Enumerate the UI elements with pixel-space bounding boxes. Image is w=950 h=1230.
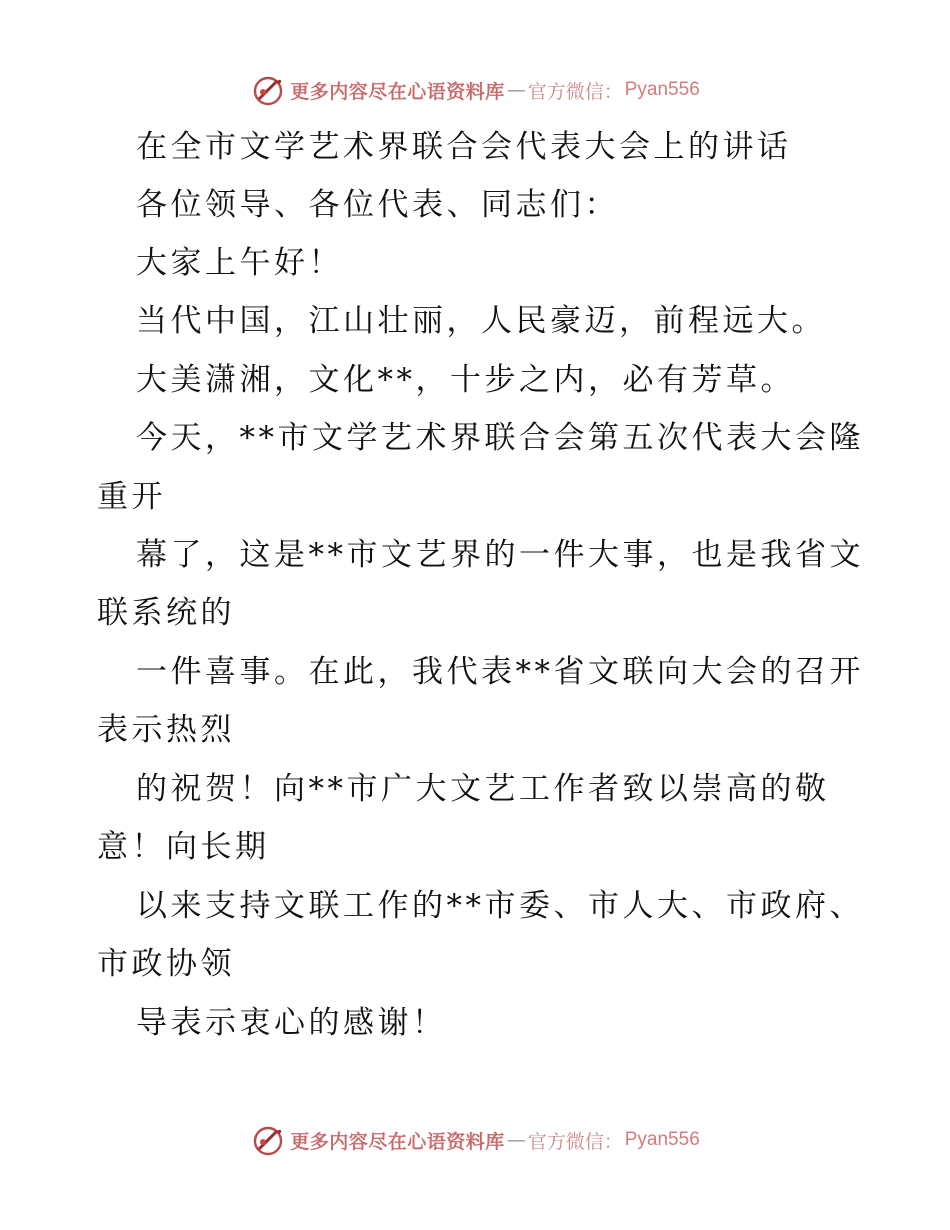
paragraph-line: 幕了，这是**市文艺界的一件大事，也是我省文 [136,537,864,573]
paragraph-line: 市政协领 [97,946,235,982]
paragraph-line: 导表示衷心的感谢！ [136,1005,447,1041]
salutation: 各位领导、各位代表、同志们： [136,187,619,223]
watermark-text: 更多内容尽在心语资料库 [290,1130,505,1153]
watermark-separator: — [506,79,526,101]
watermark-official-label: 官方微信： [527,1130,623,1153]
paragraph-line: 联系统的 [97,595,235,631]
watermark-text: 更多内容尽在心语资料库 [290,80,505,103]
paragraph-line: 意！向长期 [97,829,270,865]
watermark-handle: Pyan556 [624,1129,700,1150]
document-title: 在全市文学艺术界联合会代表大会上的讲话 [136,129,792,165]
greeting: 大家上午好！ [136,245,343,281]
paragraph-line: 今天，**市文学艺术界联合会第五次代表大会隆 [136,420,864,456]
watermark-official-label: 官方微信： [527,80,623,103]
paragraph-line: 当代中国，江山壮丽，人民豪迈，前程远大。 [136,303,826,339]
watermark-separator: — [506,1129,526,1151]
paragraph-line: 表示热烈 [97,712,235,748]
quill-pen-logo-icon [250,1122,286,1158]
paragraph-line: 重开 [97,479,166,515]
paragraph-line: 的祝贺！向**市广大文艺工作者致以崇高的敬 [136,771,830,807]
footer-watermark [0,1120,950,1160]
paragraph-line: 一件喜事。在此，我代表**省文联向大会的召开 [136,654,864,690]
paragraph-line: 大美潇湘，文化**，十步之内，必有芳草。 [136,362,795,398]
watermark-handle: Pyan556 [624,79,700,100]
header-watermark [0,70,950,110]
quill-pen-logo-icon [250,72,286,108]
paragraph-line: 以来支持文联工作的**市委、市人大、市政府、 [136,888,864,924]
